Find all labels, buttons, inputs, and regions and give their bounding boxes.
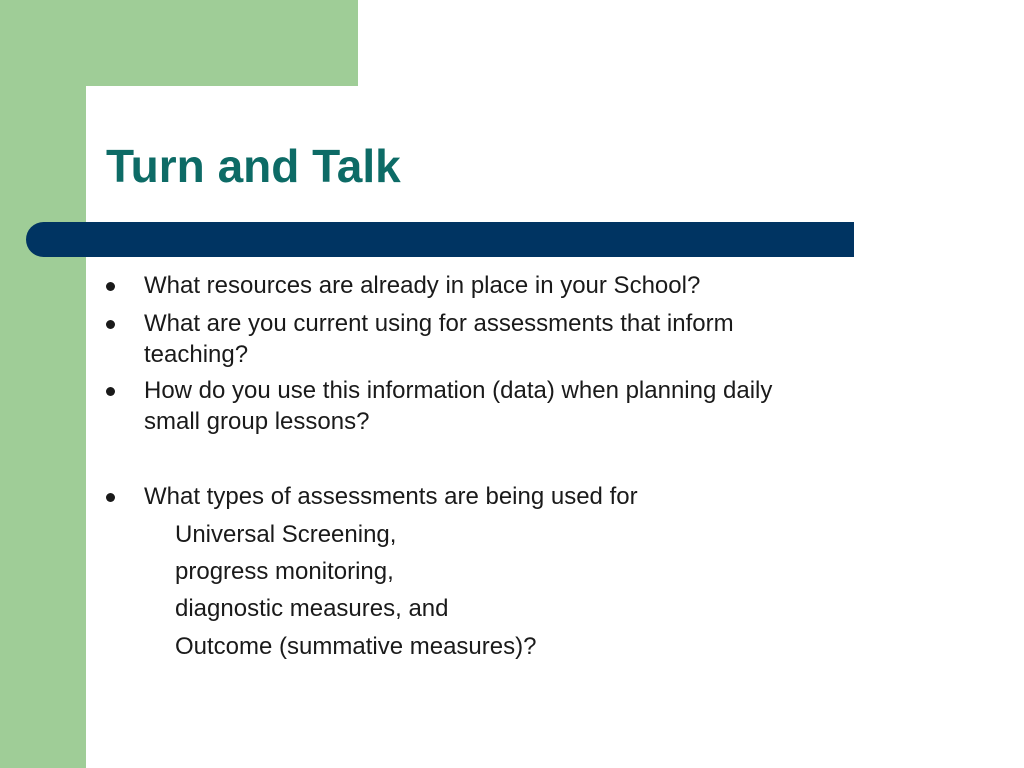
bullet-line: What are you current using for assessments that inform (144, 310, 734, 337)
bullet-text (144, 270, 904, 301)
sub-item: Outcome (summative measures)? (175, 633, 537, 660)
bullet-line: What types of assessments are being used for (144, 483, 638, 510)
sub-item: Universal Screening, (175, 521, 397, 548)
bullet-line: What resources are already in place in your School? (144, 272, 701, 299)
bullet-line: small group lessons? (144, 408, 370, 435)
sub-item: progress monitoring, (175, 558, 394, 585)
bullet-text (144, 375, 904, 437)
bullet-line: teaching? (144, 341, 249, 368)
bullet-dot-icon (106, 320, 115, 329)
bullet-dot-icon (106, 282, 115, 291)
sub-item: diagnostic measures, and (175, 595, 449, 622)
bullet-line: How do you use this information (data) when planning daily (144, 377, 773, 404)
slide-title: Turn and Talk (106, 140, 401, 192)
bullet-dot-icon (106, 387, 115, 396)
bullet-dot-icon (106, 493, 115, 502)
bullet-text (144, 481, 904, 512)
bullet-text (144, 308, 904, 370)
